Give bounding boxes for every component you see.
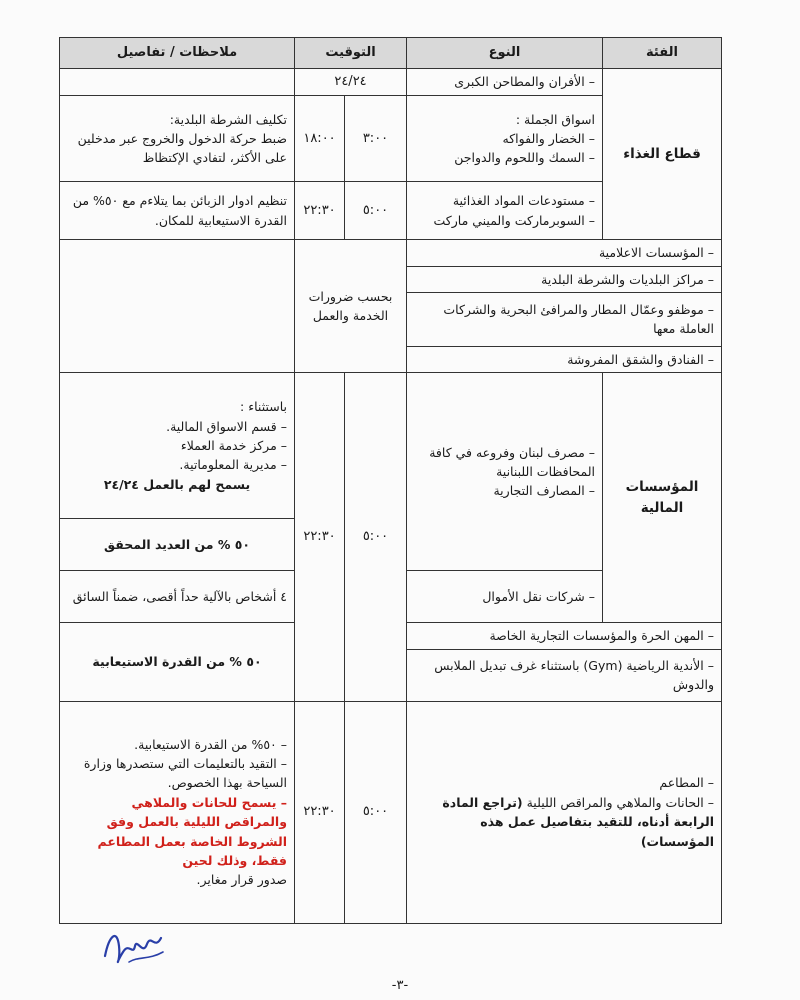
type-cell	[407, 571, 603, 623]
gym-item: – الأندية الرياضية (Gym) باستثناء غرف تبديل الملابس والدوش	[414, 656, 714, 695]
except-item: – مركز خدمة العملاء	[67, 436, 287, 455]
type-cell	[407, 96, 603, 182]
restaurants-item: – المطاعم	[414, 773, 714, 792]
header-type: النوع	[407, 38, 603, 69]
type-cell	[407, 346, 722, 372]
header-category: الفئة	[603, 38, 722, 69]
allowed-note: يسمح لهم بالعمل ٢٤/٢٤	[103, 476, 251, 492]
municipal-item: – مراكز البلديات والشرطة البلدية	[414, 270, 714, 289]
type-cell	[407, 69, 603, 96]
wholesale-note-title: تكليف الشرطة البلدية:	[169, 111, 287, 127]
wholesale-title: اسواق الجملة :	[515, 111, 595, 127]
except-item: – قسم الاسواق المالية.	[67, 417, 287, 436]
bars-item	[414, 793, 714, 851]
bdl-item: – مصرف لبنان وفروعه في كافة المحافظات اللبنانية	[414, 443, 595, 482]
warehouses-item: – مستودعات المواد الغذائية	[414, 191, 595, 210]
restaurant-note-red: – يسمح للحانات والملاهي والمراقص الليلية بالعمل وفق الشروط الخاصة بعمل المطاعم فقط، وذلك لحين	[67, 793, 287, 871]
airport-item: – موظفو وعمّال المطار والمرافئ البحرية والشركات العاملة معها	[414, 300, 714, 339]
time-note: بحسب ضرورات الخدمة والعمل	[295, 240, 407, 373]
notes-cell	[60, 373, 295, 519]
notes-cell: ٥٠ % من العديد المحقق	[60, 519, 295, 571]
money-transfer-item: – شركات نقل الأموال	[414, 587, 595, 606]
header-timing: التوقيت	[295, 38, 407, 69]
table-row	[60, 240, 722, 266]
time-from: ٥:٠٠	[345, 373, 407, 701]
table-row	[60, 69, 722, 96]
notes-cell	[60, 240, 295, 373]
table-row	[60, 701, 722, 923]
notes-cell: ٥٠ % من القدرة الاستيعابية	[60, 623, 295, 701]
time-cell: ٢٤/٢٤	[295, 69, 407, 96]
restaurant-note-end: صدور قرار مغاير.	[196, 872, 287, 888]
bars-label: الحانات والملاهي والمراقص الليلية	[522, 794, 704, 810]
type-cell	[407, 266, 722, 292]
time-from: ٣:٠٠	[345, 96, 407, 182]
notes-cell: ٤ أشخاص بالآلية حداً أقصى، ضمناً السائق	[60, 571, 295, 623]
notes-cell	[60, 69, 295, 96]
veg-item: – الخضار والفواكه	[414, 129, 595, 148]
except-title: باستثناء :	[240, 399, 287, 415]
hotels-item: – الفنادق والشقق المفروشة	[414, 350, 714, 369]
category-finance: المؤسسات المالية	[603, 373, 722, 623]
type-cell	[407, 649, 722, 701]
notes-cell	[60, 96, 295, 182]
time-to: ٢٢:٣٠	[295, 701, 345, 923]
time-to: ٢٢:٣٠	[295, 182, 345, 240]
time-to: ٢٢:٣٠	[295, 373, 345, 701]
measures-table	[59, 37, 722, 924]
notes-cell: تنظيم ادوار الزبائن بما يتلاءم مع ٥٠% من القدرة الاستيعابية للمكان.	[60, 182, 295, 240]
signature-mark	[99, 916, 171, 974]
type-cell	[407, 623, 722, 649]
banks-item: – المصارف التجارية	[414, 481, 595, 500]
media-item: – المؤسسات الاعلامية	[414, 243, 714, 262]
type-cell	[407, 240, 722, 266]
except-item: – مديرية المعلوماتية.	[67, 455, 287, 474]
header-notes: ملاحظات / تفاصيل	[60, 38, 295, 69]
time-from: ٥:٠٠	[345, 182, 407, 240]
time-to: ١٨:٠٠	[295, 96, 345, 182]
bars-note: (تراجع المادة الرابعة أدناه، للتقيد بتفاصيل عمل هذه المؤسسات)	[442, 794, 714, 849]
supermarket-item: – السوبرماركت والميني ماركت	[414, 211, 595, 230]
page-number: -٣-	[391, 978, 409, 993]
restaurant-note: – التقيد بالتعليمات التي ستصدرها وزارة السياحة بهذا الخصوص.	[67, 754, 287, 793]
type-cell	[407, 292, 722, 346]
bakeries-item: – الأفران والمطاحن الكبرى	[414, 72, 595, 91]
meat-item: – السمك واللحوم والدواجن	[414, 148, 595, 167]
restaurant-note: – ٥٠% من القدرة الاستيعابية.	[67, 735, 287, 754]
type-cell	[407, 182, 603, 240]
wholesale-note: ضبط حركة الدخول والخروج عبر مدخلين على الأكثر، لتفادي الإكتظاظ	[77, 130, 287, 166]
type-cell	[407, 701, 722, 923]
time-from: ٥:٠٠	[345, 701, 407, 923]
free-professions-item: – المهن الحرة والمؤسسات التجارية الخاصة	[414, 626, 714, 645]
type-cell	[407, 373, 603, 571]
header-row	[60, 38, 722, 69]
table-row	[60, 373, 722, 519]
category-food: قطاع الغذاء	[603, 69, 722, 240]
notes-cell	[60, 701, 295, 923]
